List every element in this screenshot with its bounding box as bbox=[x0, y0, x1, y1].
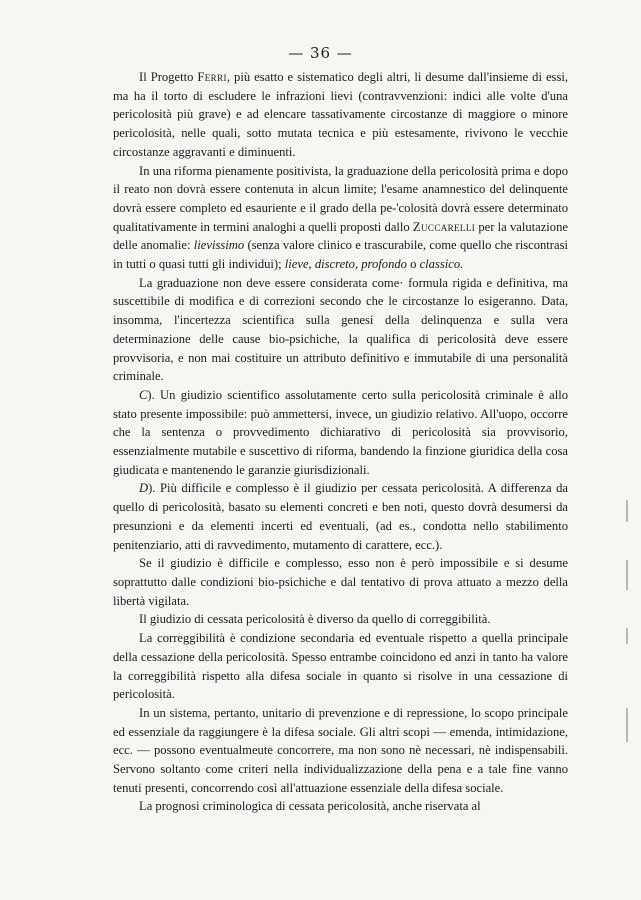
paragraph bbox=[113, 162, 568, 274]
paragraph bbox=[113, 68, 568, 162]
paragraph bbox=[113, 704, 568, 798]
text-segment: Se il giudizio è difficile e complesso, esso non è però impossibile e si desume soprattutto dalle condizioni bio-psichiche e dal tentativo di prova attuato a mezzo della libertà vigilata. bbox=[113, 556, 568, 608]
paragraph bbox=[113, 797, 568, 816]
page-number: — 36 — bbox=[288, 44, 353, 62]
paragraph bbox=[113, 274, 568, 386]
text-segment: Zuccarelli bbox=[412, 219, 476, 234]
margin-mark bbox=[626, 560, 628, 590]
paragraph bbox=[113, 386, 568, 480]
text-segment: lieve, discreto, profondo bbox=[284, 257, 407, 272]
text-segment: La graduazione non deve essere considerata come· formula rigida e definitiva, ma suscettibile di modifica e di correzioni secondo che le circostanze lo esigeranno. Data, insomma, l'incertezza scientifica sulla genesi della delinquenza e sulla vera determinazione delle cause bio-psichiche, la qualifica di pericolosità deve essere provvisoria, e non mai costituire un attributo definitivo e immutabile di una personalità criminale. bbox=[113, 275, 568, 384]
text-segment: , più esatto e sistematico degli altri, li desume dall'insieme di essi, ma ha il torto di escludere le infrazioni lievi (contravvenzioni: indici alle volte d'una pericolosità più grave) e ad elencare tassativamente circostanze di maggiore o minore pericolosità, nelle quali, sotto mutata tecnica e più estesamente, rivivono le vecchie circostanze aggravanti e diminuenti. bbox=[113, 70, 568, 159]
text-segment: (senza valore clinico e trascurabile, come quello che riscontrasi in tutti o quasi tutti gli individui); bbox=[113, 238, 568, 272]
text-segment: Il giudizio di cessata pericolosità è diverso da quello di correggibilità. bbox=[139, 612, 491, 627]
paragraph bbox=[113, 479, 568, 554]
paragraph bbox=[113, 610, 568, 629]
text-segment: C bbox=[139, 387, 148, 402]
text-segment: La prognosi criminologica di cessata pericolosità, anche riservata al bbox=[139, 799, 481, 814]
margin-mark bbox=[626, 628, 628, 644]
text-segment: ). Più difficile e complesso è il giudizio per cessata pericolosità. A differenza da quello di pericolosità, basato su elementi concreti e ben noti, questo dovrà desumersi da presunzioni e da elementi incerti ed eventuali, (ad es., condotta nello stabilimento penitenziario, atti di ravvedimento, mutamento di carattere, ecc.). bbox=[113, 481, 568, 552]
paragraph bbox=[113, 629, 568, 704]
text-segment: classico. bbox=[419, 257, 464, 272]
text-segment: Ferri bbox=[197, 70, 227, 84]
text-segment: In un sistema, pertanto, unitario di prevenzione e di repressione, lo scopo principale ed essenziale da raggiungere è la difesa sociale. Gli altri scopi — emenda, intimidazione, ecc. — possono eventualmeute concorrere, ma non sono nè necessari, nè indispensabili. Servono soltanto come criteri nella individualizzazione della pena e a tale fine vanno tenuti presenti, concorrendo così all'attuazione essenziale della difesa sociale. bbox=[113, 705, 568, 795]
margin-mark bbox=[626, 708, 628, 742]
text-segment: o bbox=[406, 257, 420, 272]
text-segment: In una riforma pienamente positivista, la graduazione della pericolosità prima e dopo il reato non dovrà essere contenuta in alcun limite; l'esame anamnestico del delinquente dovrà essere completo ed esauriente e il grado della pe-'colosità dovrà essere determinato qualitativamente in termini analoghi a quelli proposti dallo bbox=[113, 163, 568, 234]
body-text bbox=[113, 68, 568, 816]
text-segment: D bbox=[139, 481, 149, 496]
text-segment: per la valutazione delle anomalie: bbox=[113, 219, 568, 253]
paragraph bbox=[113, 554, 568, 610]
text-segment: lievissimo bbox=[193, 238, 245, 253]
margin-mark bbox=[626, 500, 628, 522]
text-segment: La correggibilità è condizione secondaria ed eventuale rispetto a quella principale della cessazione della pericolosità. Spesso entrambe coincidono ed anzi in tanto ha valore la correggibilità rispetto alla difesa sociale in quanto si risolve in una cessazione di pericolosità. bbox=[113, 631, 568, 702]
text-segment: ). Un giudizio scientifico assolutamente certo sulla pericolosità criminale è allo stato presente impossibile: può ammettersi, invece, un giudizio relativo. All'uopo, occorre che la sentenza o provvedimento dichiarativo di pericolosità sia provvisorio, essenzialmente mutabile e suscettivo di riforma, bandendo la finzione giuridica della cosa giudicata e mantenendo le garanzie giurisdizionali. bbox=[113, 387, 568, 477]
text-segment: Il Progetto bbox=[139, 70, 198, 84]
